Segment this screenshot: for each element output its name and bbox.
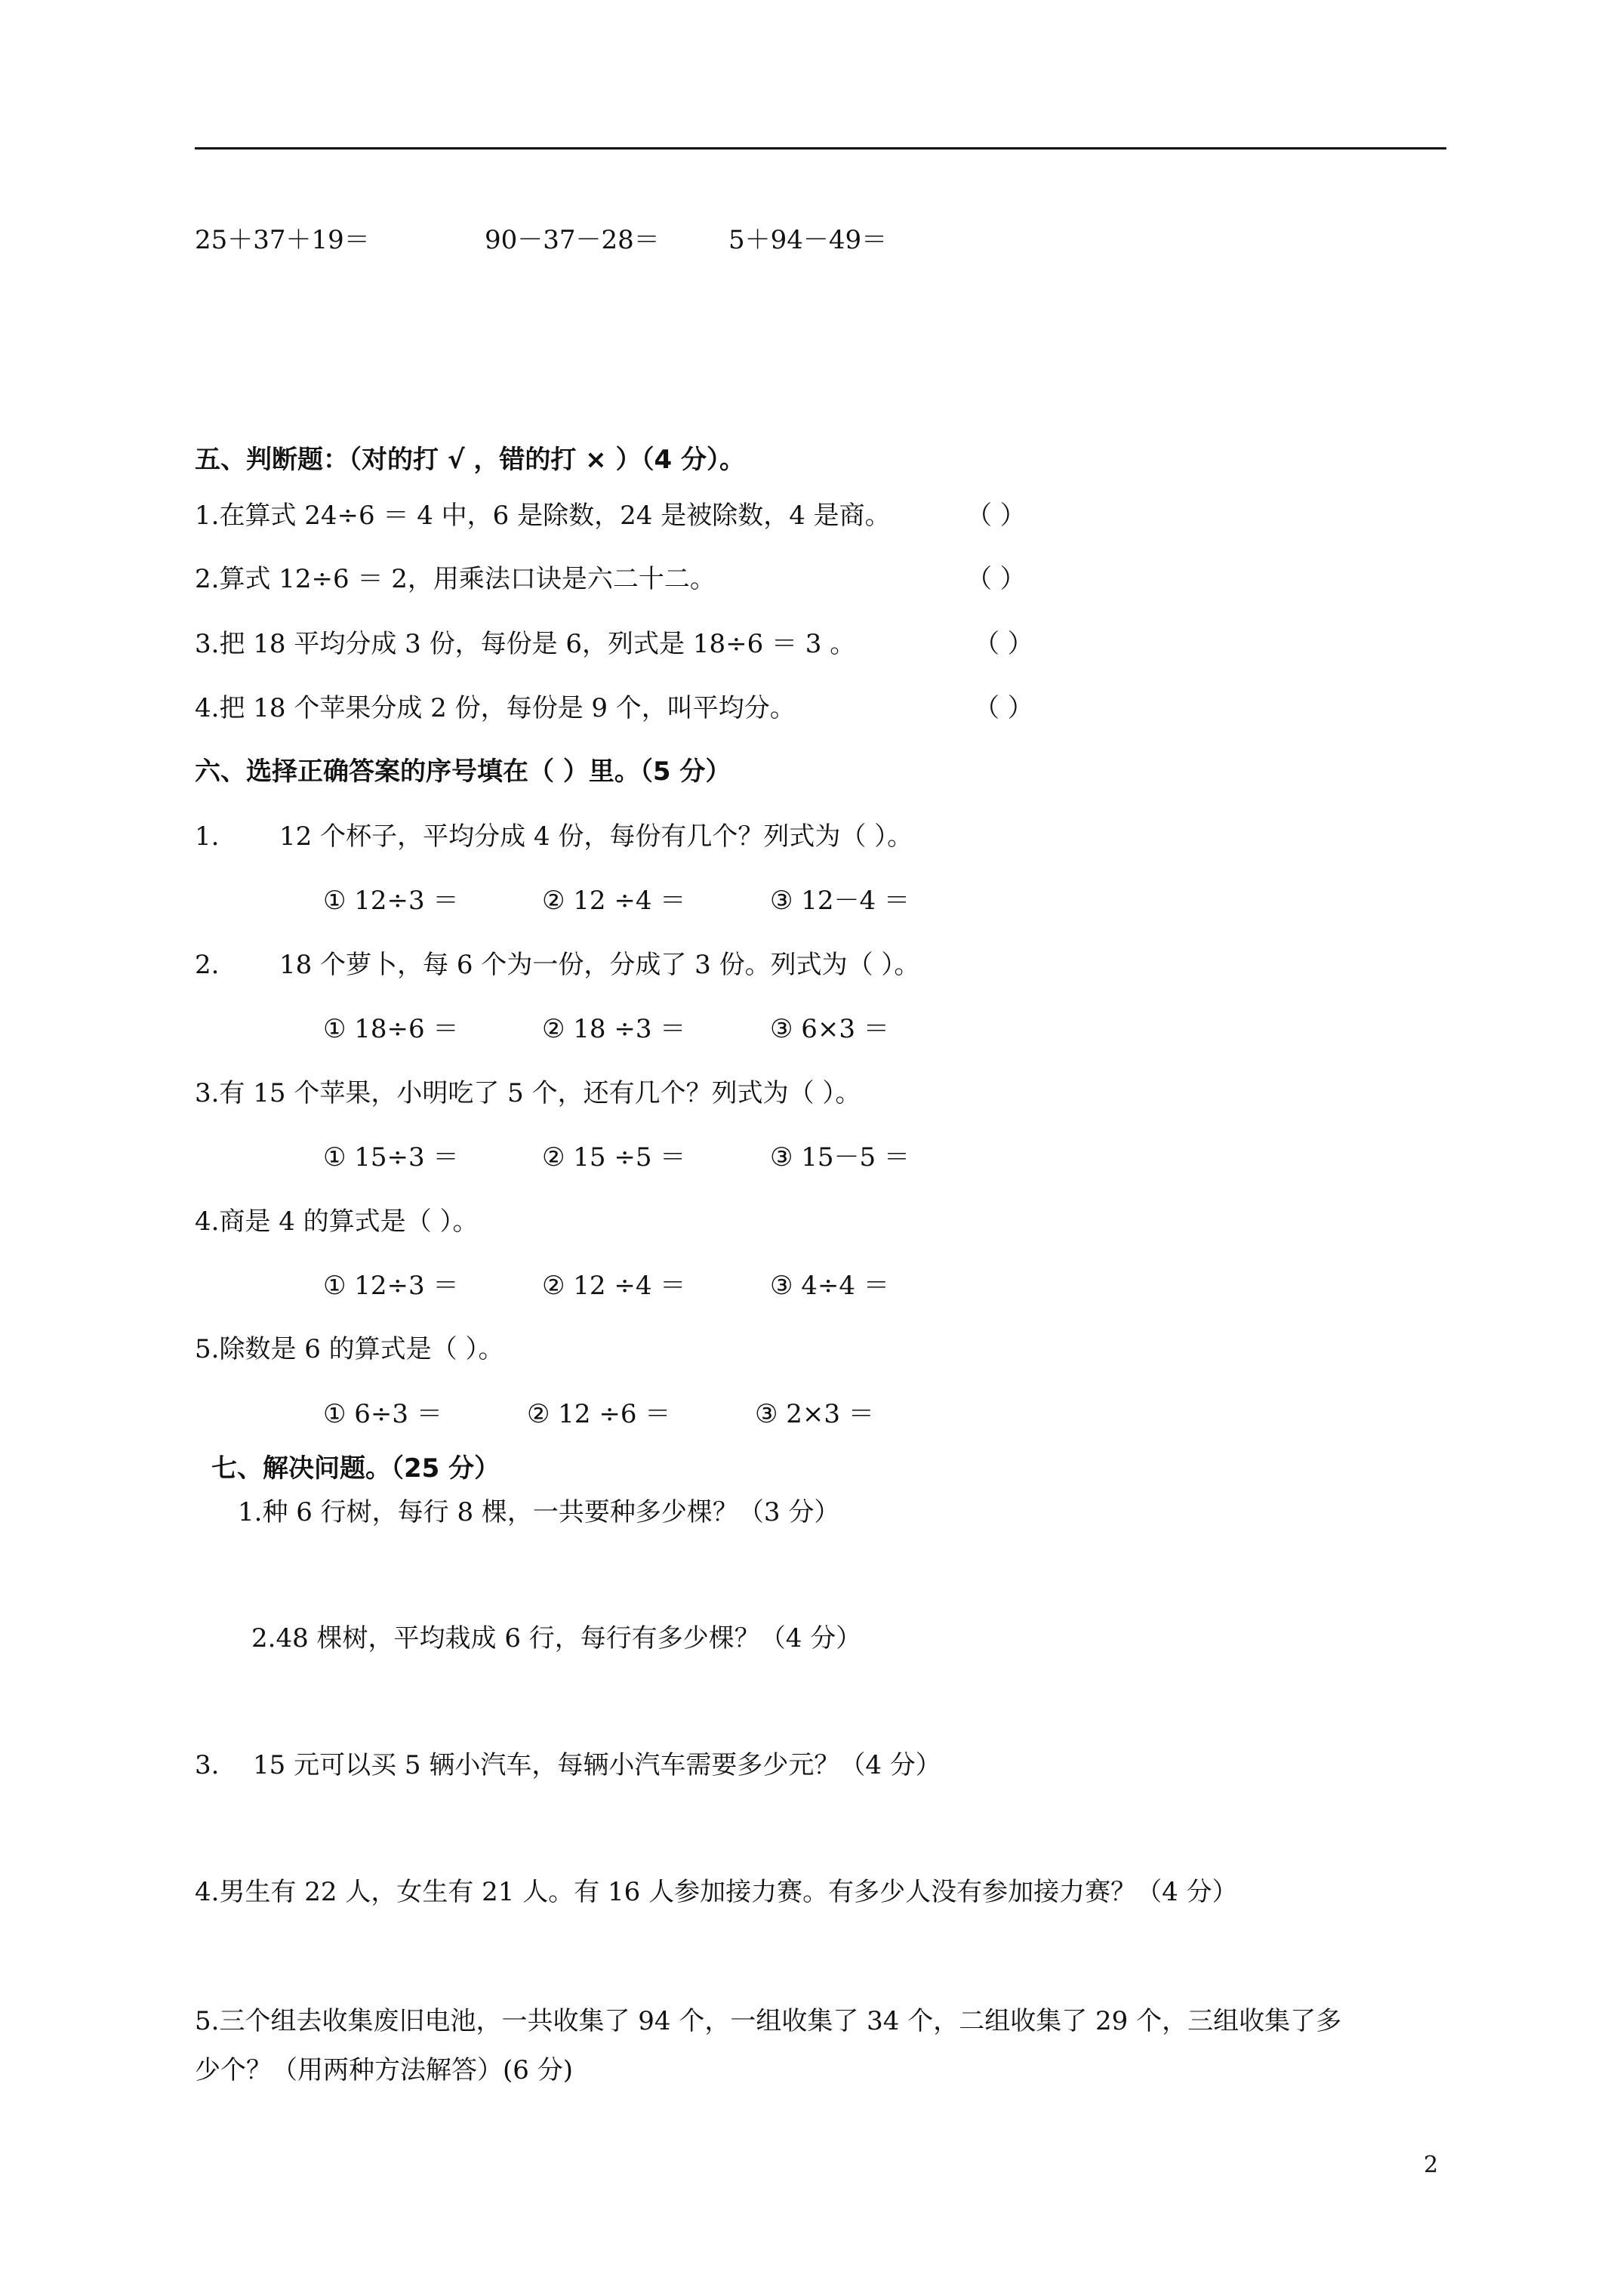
page-number: 2 (1424, 2152, 1439, 2178)
choice-q4-text: 4.商是 4 的算式是（ ）。 (195, 1207, 479, 1237)
section-6-title: 六、选择正确答案的序号填在（ ）里。（5 分） (195, 757, 731, 787)
answer-paren: （ ） (974, 629, 1033, 659)
choice-q4-opt1: ① 12÷3 ＝ (323, 1271, 459, 1301)
section-7-title: 七、解决问题。（25 分） (211, 1453, 500, 1484)
choice-q4-opt2: ② 12 ÷4 ＝ (542, 1271, 686, 1301)
judge-item-2: 2.算式 12÷6 ＝ 2，用乘法口诀是六二十二。 (195, 564, 716, 594)
choice-q1-text: 12 个杯子，平均分成 4 份，每份有几个？列式为（ ）。 (279, 821, 913, 852)
choice-q3-opt1: ① 15÷3 ＝ (323, 1142, 459, 1173)
answer-paren: （ ） (966, 564, 1026, 594)
choice-q3-opt2: ② 15 ÷5 ＝ (542, 1142, 686, 1173)
problem-5-line1: 5.三个组去收集废旧电池，一共收集了 94 个，一组收集了 34 个，二组收集了 29 个，三组收集了多 (195, 2006, 1342, 2036)
calc-2: 90－37－28＝ (485, 225, 660, 255)
choice-q3-opt3: ③ 15－5 ＝ (770, 1142, 910, 1173)
judge-item-4: 4.把 18 个苹果分成 2 份，每份是 9 个，叫平均分。 (195, 693, 796, 723)
answer-paren: （ ） (974, 693, 1033, 723)
choice-q1-num: 1. (195, 821, 220, 852)
problem-3: 15 元可以买 5 辆小汽车，每辆小汽车需要多少元？（4 分） (253, 1750, 941, 1780)
section-5-title: 五、判断题：（对的打 √ ，错的打 × ）（4 分）。 (195, 445, 746, 475)
problem-1: 1.种 6 行树，每行 8 棵，一共要种多少棵？（3 分） (238, 1497, 840, 1527)
header-rule (195, 147, 1446, 149)
choice-q2-num: 2. (195, 950, 220, 980)
choice-q1-opt3: ③ 12－4 ＝ (770, 886, 910, 916)
choice-q5-text: 5.除数是 6 的算式是（ ）。 (195, 1334, 504, 1364)
choice-q3-text: 3.有 15 个苹果，小明吃了 5 个，还有几个？列式为（ ）。 (195, 1078, 861, 1108)
choice-q2-opt3: ③ 6×3 ＝ (770, 1014, 889, 1044)
choice-q2-text: 18 个萝卜，每 6 个为一份，分成了 3 份。列式为（ ）。 (279, 950, 920, 980)
choice-q1-opt2: ② 12 ÷4 ＝ (542, 886, 686, 916)
problem-5-line2: 少个？（用两种方法解答）(6 分) (195, 2055, 573, 2085)
choice-q5-opt1: ① 6÷3 ＝ (323, 1399, 442, 1429)
problem-3-num: 3. (195, 1750, 220, 1780)
calc-1: 25＋37＋19＝ (195, 225, 370, 255)
choice-q4-opt3: ③ 4÷4 ＝ (770, 1271, 889, 1301)
calc-3: 5＋94－49＝ (728, 225, 888, 255)
judge-item-1: 1.在算式 24÷6 ＝ 4 中，6 是除数，24 是被除数，4 是商。 (195, 501, 891, 531)
choice-q5-opt3: ③ 2×3 ＝ (755, 1399, 874, 1429)
problem-4: 4.男生有 22 人，女生有 21 人。有 16 人参加接力赛。有多少人没有参加接力赛？（4 分） (195, 1877, 1238, 1907)
choice-q5-opt2: ② 12 ÷6 ＝ (527, 1399, 671, 1429)
choice-q2-opt2: ② 18 ÷3 ＝ (542, 1014, 686, 1044)
problem-2: 2.48 棵树，平均栽成 6 行，每行有多少棵？（4 分） (251, 1623, 862, 1653)
choice-q2-opt1: ① 18÷6 ＝ (323, 1014, 459, 1044)
judge-item-3: 3.把 18 平均分成 3 份，每份是 6，列式是 18÷6 ＝ 3 。 (195, 629, 856, 659)
choice-q1-opt1: ① 12÷3 ＝ (323, 886, 459, 916)
answer-paren: （ ） (966, 501, 1026, 531)
